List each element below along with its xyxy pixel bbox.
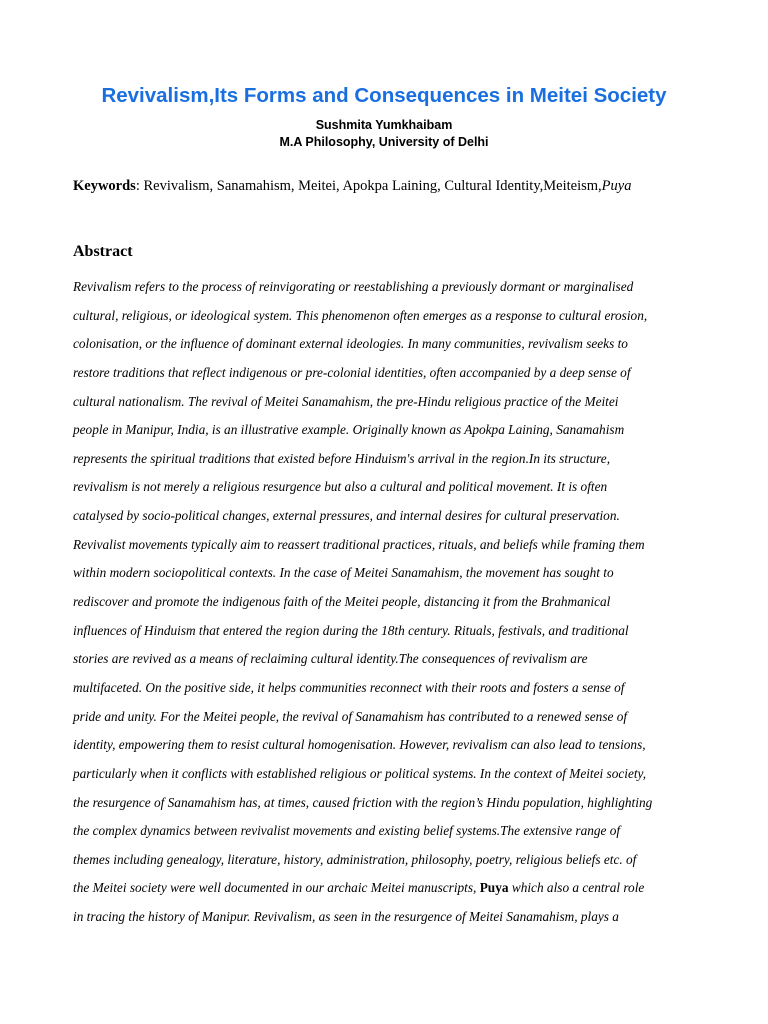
paper-title: Revivalism,Its Forms and Consequences in Meitei Society (101, 84, 667, 107)
abstract-line: in tracing the history of Manipur. Revivalism, as seen in the resurgence of Meitei Sanamahism, plays a (73, 909, 619, 925)
author-name: Sushmita Yumkhaibam (315, 118, 453, 132)
abstract-line: restore traditions that reflect indigenous or pre-colonial identities, often accompanied by a deep sense of (73, 364, 631, 380)
abstract-line: Revivalist movements typically aim to reassert traditional practices, rituals, and beliefs while framing them (73, 536, 645, 552)
abstract-line: catalysed by socio-political changes, external pressures, and internal desires for cultural preservation. (73, 508, 620, 524)
abstract-line: pride and unity. For the Meitei people, the revival of Sanamahism has contributed to a renewed sense of (73, 708, 628, 724)
abstract-line: cultural nationalism. The revival of Meitei Sanamahism, the pre-Hindu religious practice of the Meitei (73, 393, 619, 409)
abstract-line: colonisation, or the influence of dominant external ideologies. In many communities, revivalism seeks to (73, 336, 628, 352)
abstract-line: revivalism is not merely a religious resurgence but also a cultural and political movement. It is often (73, 479, 608, 495)
abstract-line: people in Manipur, India, is an illustrative example. Originally known as Apokpa Laining, Sanamahism (73, 422, 625, 438)
abstract-line: themes including genealogy, literature, history, administration, philosophy, poetry, religious beliefs etc. of (73, 851, 637, 867)
abstract-line: the complex dynamics between revivalist movements and existing belief systems.The extensive range of (73, 823, 621, 839)
abstract-line: represents the spiritual traditions that existed before Hinduism's arrival in the region.In its structure, (73, 450, 611, 466)
keywords-text: : Revivalism, Sanamahism, Meitei, Apokpa Laining, Cultural Identity,Meiteism, (135, 178, 602, 194)
abstract-line: cultural, religious, or ideological system. This phenomenon often emerges as a response to cultural erosion, (73, 307, 648, 323)
author-affiliation: M.A Philosophy, University of Delhi (279, 135, 489, 149)
keywords-label: Keywords (73, 178, 136, 194)
abstract-line-part: the Meitei society were well documented in our archaic Meitei manuscripts, (73, 880, 480, 896)
abstract-line: rediscover and promote the indigenous faith of the Meitei people, distancing it from the Brahmanical (73, 594, 611, 610)
abstract-line: particularly when it conflicts with established religious or political systems. In the context of Meitei society, (73, 765, 647, 781)
abstract-line-part: which also a central role (508, 880, 645, 896)
keywords-line (73, 178, 713, 195)
abstract-line: within modern sociopolitical contexts. In the case of Meitei Sanamahism, the movement has sought to (73, 565, 614, 581)
abstract-line: identity, empowering them to resist cultural homogenisation. However, revivalism can also lead to tensions, (73, 737, 646, 753)
abstract-line (73, 874, 713, 903)
abstract-body (73, 273, 713, 932)
abstract-line: multifaceted. On the positive side, it helps communities reconnect with their roots and fosters a sense of (73, 679, 625, 695)
abstract-line: the resurgence of Sanamahism has, at times, caused friction with the region’s Hindu population, highlighting (73, 794, 653, 810)
abstract-line: stories are revived as a means of reclaiming cultural identity.The consequences of revivalism are (73, 651, 588, 667)
abstract-line: Revivalism refers to the process of reinvigorating or reestablishing a previously dormant or marginalised (73, 279, 634, 294)
keywords-last-term: Puya (601, 178, 632, 194)
puya-term: Puya (479, 880, 509, 896)
abstract-line: influences of Hinduism that entered the region during the 18th century. Rituals, festivals, and traditional (73, 622, 629, 638)
abstract-heading: Abstract (73, 243, 133, 260)
